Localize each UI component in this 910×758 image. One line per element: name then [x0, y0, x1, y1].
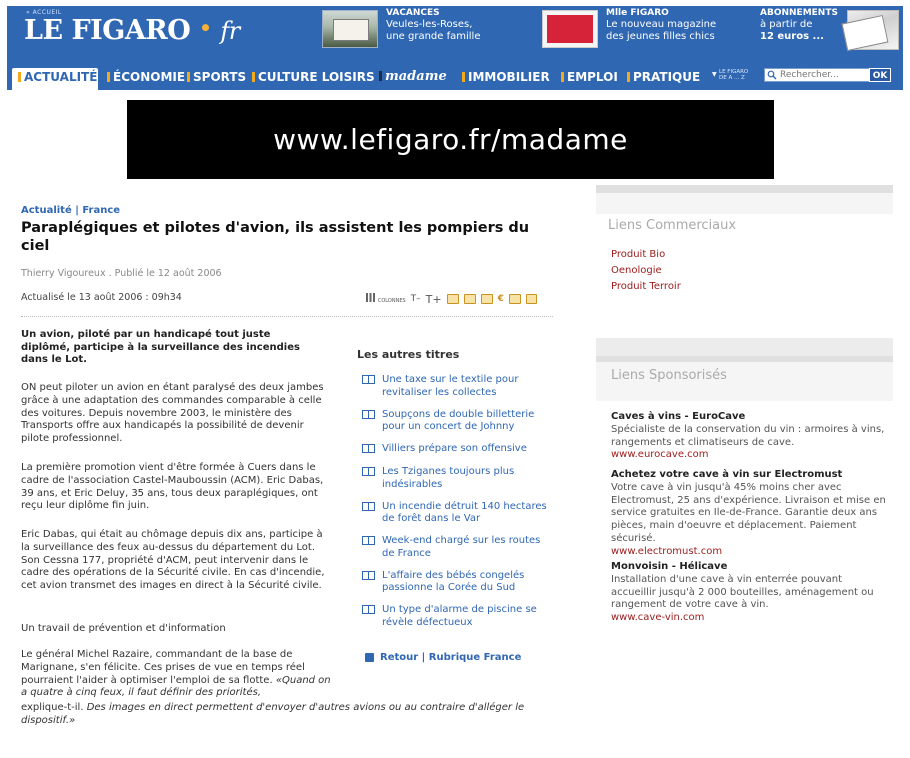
sponsor-description: Votre cave à vin jusqu'à 45% moins cher avec Electromust, 25 ans d'expérience. Livraison et mise en service gratuites en Ile-de-France. Garantie deux ans pièces, main d'oeuvre et déplacement. Paiement sécurisé.: [611, 481, 886, 544]
article-paragraph-1: ON peut piloter un avion en étant paralysé des deux jambes grâce à une adaptation des commandes comparable à celle des voitures. Depuis novembre 2003, le ministère des Transports offre aux handicapés la possibilité de devenir pilote professionnel.: [21, 382, 324, 445]
logo-area[interactable]: [7, 6, 312, 62]
nav-pratique-label: PRATIQUE: [633, 70, 701, 84]
nav-culture-loisirs[interactable]: [252, 68, 375, 90]
nav-bar-icon: [252, 72, 255, 82]
nav-pratique[interactable]: [627, 68, 700, 90]
site-header: [7, 6, 903, 62]
nav-sports[interactable]: [187, 68, 246, 90]
share-icon[interactable]: [526, 294, 537, 304]
main-nav: [7, 62, 903, 90]
headline-text: L'affaire des bébés congelés passionne la Corée du Sud: [382, 569, 525, 593]
headline-text: Une taxe sur le textile pour revitaliser les collectes: [382, 374, 519, 398]
article-paragraph-2: La première promotion vient d'être formée à Cuers dans le cadre de l'association Castel-Mauboussin (ACM). Eric Dabas, 39 ans, et Eric Deluy, 35 ans, tous deux paraplégiques, ont reçu leur diplôme fin juin.: [21, 462, 324, 512]
promo-mlle-figaro-image[interactable]: [542, 10, 598, 48]
article-subheading: Un travail de prévention et d'information: [21, 623, 226, 634]
liens-commerciaux-box: [596, 185, 893, 338]
article-paragraph-5: [21, 649, 331, 700]
promo-abonnements-head: ABONNEMENTS: [760, 8, 838, 18]
search-ok-button[interactable]: OK: [869, 68, 891, 82]
article-icon: [362, 605, 375, 614]
article-title: Paraplégiques et pilotes d'avion, ils assistent les pompiers du ciel: [21, 220, 530, 254]
article-lead: Un avion, piloté par un handicapé tout juste diplômé, participe à la surveillance des incendies dans le Lot.: [21, 329, 300, 365]
retour-label: Retour | Rubrique France: [380, 652, 522, 663]
nav-economie-label: ÉCONOMIE: [113, 70, 186, 84]
nav-actualite-label: ACTUALITÉ: [24, 70, 98, 84]
promo-vacances-line2: une grande famille: [386, 31, 481, 42]
article-divider: [21, 316, 553, 317]
headline-link[interactable]: [357, 501, 552, 526]
headline-text: Week-end chargé sur les routes de France: [382, 535, 541, 559]
nav-emploi-label: EMPLOI: [567, 70, 618, 84]
promo-mlle-head: Mlle FIGARO: [606, 8, 669, 18]
sponsor-ad[interactable]: [611, 561, 886, 625]
nav-bar-icon: [18, 72, 21, 82]
search-icon: [767, 70, 777, 80]
article-icon: [362, 410, 375, 419]
logo-fr: fr: [220, 17, 240, 45]
promo-abonnements-text[interactable]: [760, 7, 846, 43]
p6-quote: Des images en direct permettent d'envoyer d'autres avions ou au contraire d'alléger le dispositif.»: [21, 702, 525, 726]
headline-link[interactable]: [357, 535, 552, 560]
text-larger-button[interactable]: T+: [425, 292, 442, 306]
nav-bar-icon: [107, 72, 110, 82]
text-smaller-button[interactable]: T–: [410, 294, 421, 304]
search-input[interactable]: [764, 68, 872, 82]
promo-mlle-figaro[interactable]: [542, 6, 752, 54]
liens-commerciaux-list: [611, 247, 681, 295]
nav-immobilier[interactable]: [462, 68, 550, 90]
promo-abonnements-line1: à partir de: [760, 19, 813, 30]
p5-start: Le général Michel Razaire, commandant de la base de Marignane, s'en félicite. Ces prises de vue en temps réel pourraient l'aider à optimiser l'emploi de sa flotte.: [21, 649, 305, 686]
p6-plain: explique-t-il.: [21, 702, 87, 713]
nav-sports-label: SPORTS: [193, 70, 247, 84]
sponsor-ad[interactable]: [611, 469, 886, 559]
nav-bar-icon: [379, 71, 382, 81]
promo-vacances[interactable]: [320, 6, 525, 54]
columns-toggle[interactable]: [366, 293, 406, 305]
nav-emploi[interactable]: [561, 68, 618, 90]
archive-icon[interactable]: [481, 294, 493, 304]
liens-commerciaux-title: Liens Commerciaux: [608, 218, 737, 233]
back-arrow-icon: [365, 653, 374, 662]
nav-bar-icon: [627, 72, 630, 82]
headline-text: Les Tziganes toujours plus indésirables: [382, 466, 515, 490]
promo-mlle-figaro-text[interactable]: [606, 7, 716, 43]
site-logo[interactable]: [24, 15, 240, 46]
headline-link[interactable]: [357, 570, 552, 595]
print-icon[interactable]: [464, 294, 476, 304]
nav-bar-icon: [462, 72, 465, 82]
nav-culture-label: CULTURE LOISIRS: [258, 70, 375, 84]
article-icon: [362, 375, 375, 384]
sponsor-url[interactable]: www.cave-vin.com: [611, 612, 705, 624]
headline-link[interactable]: [357, 443, 552, 456]
headline-text: Villiers prépare son offensive: [382, 443, 527, 454]
article-updated: Actualisé le 13 août 2006 : 09h34: [21, 292, 182, 303]
sponsor-description: Installation d'une cave à vin enterrée pouvant accueillir jusqu'à 2 000 bouteilles, aménagement ou rangement de votre cave à vin.: [611, 573, 874, 611]
article-icon: [362, 502, 375, 511]
email-icon[interactable]: [447, 294, 459, 304]
madame-banner-ad[interactable]: www.lefigaro.fr/madame: [127, 100, 774, 179]
nav-immobilier-label: IMMOBILIER: [468, 70, 550, 84]
nav-bar-icon: [187, 72, 190, 82]
article-icon: [362, 571, 375, 580]
retour-rubrique-link[interactable]: [366, 652, 521, 663]
commercial-link[interactable]: Produit Terroir: [611, 281, 681, 292]
logo-main: LE FIGARO: [24, 15, 191, 46]
sponsor-title[interactable]: Caves à vins - EuroCave: [611, 411, 746, 422]
commercial-link[interactable]: Produit Bio: [611, 249, 666, 260]
liens-sponsorises-title: Liens Sponsorisés: [611, 368, 727, 383]
promo-vacances-head: VACANCES: [386, 8, 440, 18]
promo-abonnements-image[interactable]: [847, 10, 899, 50]
article-paragraph-3: Eric Dabas, qui était au chômage depuis dix ans, participe à la surveillance des feux au-dessus du département du Lot. Son Cessna 177, propriété d'ACM, peut intervenir dans le cadre des opérations de la Sécurité civile. En cas d'incendie, cet avion transmet des images en direct à la Sécurité civile.: [21, 529, 325, 592]
headline-text: Soupçons de double billetterie pour un concert de Johnny: [382, 408, 535, 432]
euro-icon[interactable]: €: [497, 294, 504, 304]
article-kicker[interactable]: Actualité | France: [21, 205, 121, 216]
liens-commerciaux-header: [596, 185, 893, 214]
sponsor-description: Spécialiste de la conservation du vin : armoires à vins, rangements et climatiseurs de cave.: [611, 423, 885, 448]
headline-link[interactable]: [357, 466, 552, 491]
article-icon: [362, 536, 375, 545]
lefigaro-a-z-link[interactable]: [711, 69, 757, 83]
headline-link[interactable]: [357, 604, 552, 629]
article-paragraph-6: [21, 702, 541, 728]
accueil-link[interactable]: « ACCUEIL: [26, 9, 62, 16]
article-toolbar: [366, 292, 537, 306]
nav-madame-label: madame: [385, 69, 447, 84]
headline-text: Un incendie détruit 140 hectares de forêt dans le Var: [382, 500, 547, 524]
liens-sponsorises-box: [596, 356, 893, 731]
az-label-2: DE A ... Z: [719, 75, 745, 81]
headline-link[interactable]: [357, 374, 552, 399]
promo-vacances-text[interactable]: [386, 7, 481, 43]
columns-icon: [366, 293, 375, 302]
promo-vacances-line1: Veules-les-Roses,: [386, 19, 473, 30]
other-headlines-title: Les autres titres: [357, 348, 460, 361]
promo-abonnements[interactable]: [755, 6, 903, 54]
article-icon: [362, 444, 375, 453]
nav-bar-icon: [561, 72, 564, 82]
sponsor-ad[interactable]: [611, 411, 886, 462]
promo-mlle-line1: Le nouveau magazine: [606, 19, 717, 30]
sponsor-title[interactable]: Monvoisin - Hélicave: [611, 561, 728, 572]
promo-mlle-line2: des jeunes filles chics: [606, 31, 715, 42]
logo-dot: •: [199, 16, 212, 40]
headline-text: Un type d'alarme de piscine se révèle défectueux: [382, 604, 537, 628]
article-icon: [362, 467, 375, 476]
promo-vacances-image[interactable]: [322, 10, 378, 48]
p5-quote: «Quand on a quatre à cinq feux, il faut définir des priorités,: [21, 674, 331, 699]
nav-madame[interactable]: [379, 68, 447, 90]
headline-link[interactable]: [357, 409, 552, 434]
sponsor-url[interactable]: www.electromust.com: [611, 545, 723, 557]
promo-abonnements-line2: 12 euros ...: [760, 31, 824, 42]
nav-economie[interactable]: [107, 68, 185, 90]
other-headlines: [357, 348, 552, 639]
sponsor-url[interactable]: www.eurocave.com: [611, 449, 709, 461]
az-label-1: ▼ LE FIGARO: [719, 69, 749, 75]
article-byline: Thierry Vigoureux . Publié le 12 août 2006: [21, 268, 222, 279]
nav-actualite[interactable]: [12, 68, 98, 90]
commercial-link[interactable]: Oenologie: [611, 265, 662, 276]
sponsor-title[interactable]: Achetez votre cave à vin sur Electromust: [611, 469, 843, 480]
columns-label: COLONNES: [377, 298, 406, 304]
comment-icon[interactable]: [509, 294, 521, 304]
